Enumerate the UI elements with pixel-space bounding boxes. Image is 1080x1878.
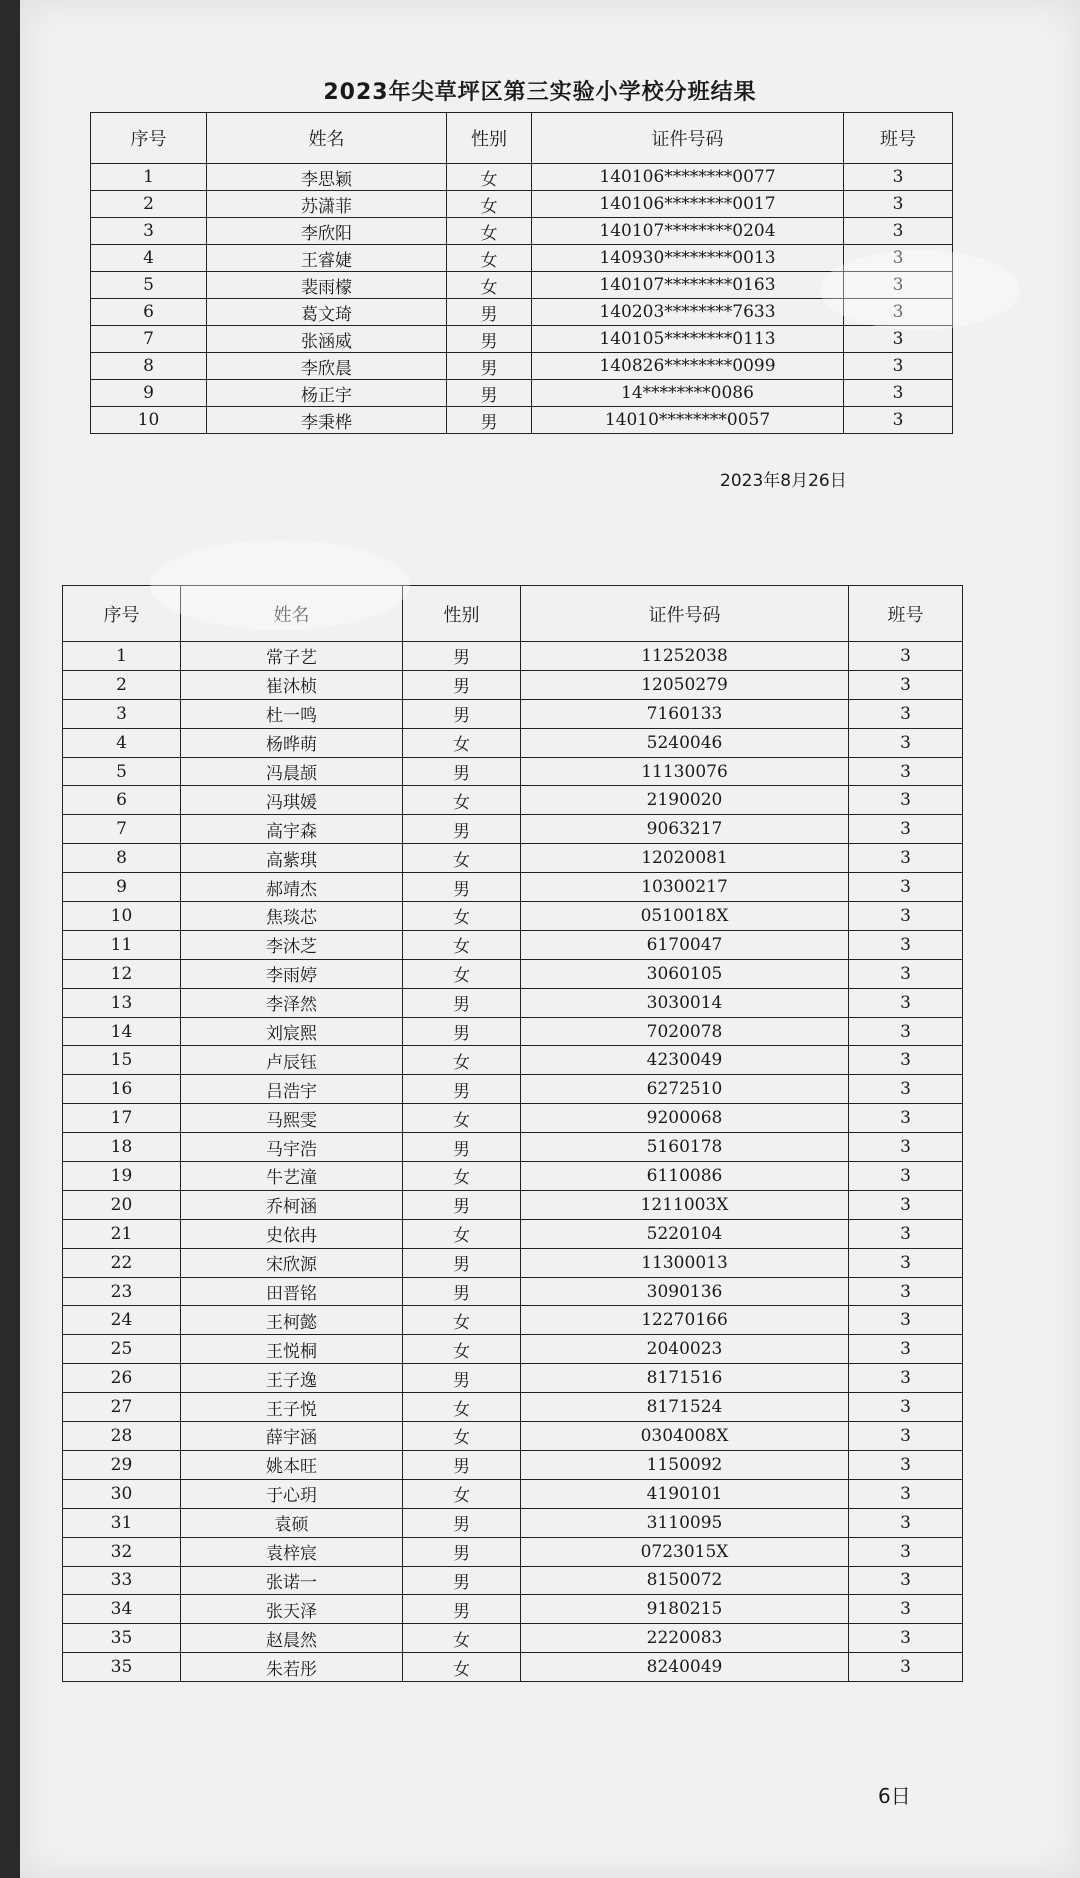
cell-class: 3 (844, 380, 953, 407)
cell-id-number: 14********0086 (532, 380, 844, 407)
cell-class: 3 (849, 1595, 963, 1624)
cell-class: 3 (849, 844, 963, 873)
cell-class: 3 (849, 902, 963, 931)
header-gender: 性别 (447, 113, 532, 164)
cell-gender: 女 (403, 959, 521, 988)
table-row (63, 873, 963, 902)
cell-gender: 男 (403, 1075, 521, 1104)
cell-class: 3 (849, 1653, 963, 1682)
roster-table-2 (62, 585, 963, 1682)
cell-seq: 2 (63, 670, 181, 699)
cell-gender: 男 (403, 1595, 521, 1624)
cell-seq: 26 (63, 1364, 181, 1393)
table-row (63, 1450, 963, 1479)
header-name: 姓名 (181, 586, 403, 642)
cell-class: 3 (849, 786, 963, 815)
cell-gender: 女 (447, 164, 532, 191)
cell-class: 3 (849, 815, 963, 844)
table-row (63, 1393, 963, 1422)
table-row (91, 326, 953, 353)
cell-id-number: 0510018X (521, 902, 849, 931)
cell-gender: 女 (403, 786, 521, 815)
cell-name: 高紫琪 (181, 844, 403, 873)
cell-seq: 8 (63, 844, 181, 873)
cell-class: 3 (849, 1075, 963, 1104)
cell-name: 葛文琦 (207, 299, 447, 326)
cell-name: 杨晔萌 (181, 728, 403, 757)
cell-seq: 5 (63, 757, 181, 786)
header-class: 班号 (844, 113, 953, 164)
cell-id-number: 7020078 (521, 1017, 849, 1046)
cell-gender: 女 (403, 1479, 521, 1508)
page-number: 6日 (878, 1784, 911, 1808)
roster-table-1 (90, 112, 953, 434)
cell-seq: 24 (63, 1306, 181, 1335)
cell-seq: 23 (63, 1277, 181, 1306)
cell-gender: 女 (447, 245, 532, 272)
cell-name: 薛宇涵 (181, 1422, 403, 1451)
table-row (63, 1479, 963, 1508)
header-gender: 性别 (403, 586, 521, 642)
cell-name: 常子艺 (181, 642, 403, 671)
cell-name: 王睿婕 (207, 245, 447, 272)
cell-name: 张天泽 (181, 1595, 403, 1624)
cell-gender: 男 (403, 1017, 521, 1046)
table-row (63, 1537, 963, 1566)
cell-class: 3 (849, 1248, 963, 1277)
cell-gender: 男 (447, 299, 532, 326)
cell-name: 郝靖杰 (181, 873, 403, 902)
table-row (63, 1017, 963, 1046)
cell-seq: 30 (63, 1479, 181, 1508)
cell-id-number: 6272510 (521, 1075, 849, 1104)
cell-class: 3 (844, 272, 953, 299)
cell-id-number: 6170047 (521, 930, 849, 959)
table-row (91, 353, 953, 380)
table-row (91, 380, 953, 407)
cell-gender: 女 (403, 1162, 521, 1191)
cell-gender: 女 (403, 1422, 521, 1451)
cell-class: 3 (849, 670, 963, 699)
cell-id-number: 140930********0013 (532, 245, 844, 272)
cell-class: 3 (849, 930, 963, 959)
cell-id-number: 4190101 (521, 1479, 849, 1508)
cell-name: 张涵威 (207, 326, 447, 353)
cell-class: 3 (849, 873, 963, 902)
cell-seq: 14 (63, 1017, 181, 1046)
table-row (63, 1075, 963, 1104)
cell-id-number: 140107********0204 (532, 218, 844, 245)
cell-class: 3 (849, 1537, 963, 1566)
header-seq: 序号 (91, 113, 207, 164)
cell-class: 3 (849, 1566, 963, 1595)
cell-id-number: 11252038 (521, 642, 849, 671)
cell-class: 3 (849, 1133, 963, 1162)
cell-class: 3 (849, 1046, 963, 1075)
cell-gender: 女 (403, 1219, 521, 1248)
cell-id-number: 140203********7633 (532, 299, 844, 326)
cell-gender: 女 (403, 728, 521, 757)
table-row (63, 1566, 963, 1595)
cell-id-number: 3110095 (521, 1508, 849, 1537)
cell-name: 焦琰芯 (181, 902, 403, 931)
table-row (63, 728, 963, 757)
cell-gender: 女 (403, 1653, 521, 1682)
table-row (63, 1508, 963, 1537)
cell-id-number: 2040023 (521, 1335, 849, 1364)
cell-class: 3 (844, 326, 953, 353)
cell-seq: 10 (63, 902, 181, 931)
header-name: 姓名 (207, 113, 447, 164)
cell-class: 3 (844, 299, 953, 326)
cell-name: 裴雨檬 (207, 272, 447, 299)
cell-id-number: 0723015X (521, 1537, 849, 1566)
cell-name: 赵晨然 (181, 1624, 403, 1653)
cell-gender: 男 (403, 1537, 521, 1566)
cell-seq: 21 (63, 1219, 181, 1248)
cell-name: 吕浩宇 (181, 1075, 403, 1104)
cell-id-number: 140826********0099 (532, 353, 844, 380)
table-row (63, 1595, 963, 1624)
cell-gender: 男 (447, 326, 532, 353)
cell-seq: 13 (63, 988, 181, 1017)
cell-id-number: 9063217 (521, 815, 849, 844)
cell-class: 3 (849, 1364, 963, 1393)
cell-gender: 男 (403, 815, 521, 844)
table-row (63, 1364, 963, 1393)
cell-name: 李欣阳 (207, 218, 447, 245)
cell-seq: 18 (63, 1133, 181, 1162)
cell-id-number: 14010********0057 (532, 407, 844, 434)
cell-name: 王悦桐 (181, 1335, 403, 1364)
cell-class: 3 (849, 642, 963, 671)
cell-gender: 男 (447, 353, 532, 380)
cell-class: 3 (849, 1306, 963, 1335)
cell-name: 袁硕 (181, 1508, 403, 1537)
cell-gender: 女 (447, 272, 532, 299)
cell-name: 朱若彤 (181, 1653, 403, 1682)
cell-seq: 29 (63, 1450, 181, 1479)
cell-name: 宋欣源 (181, 1248, 403, 1277)
cell-gender: 女 (403, 1335, 521, 1364)
cell-seq: 1 (63, 642, 181, 671)
cell-id-number: 12020081 (521, 844, 849, 873)
cell-seq: 16 (63, 1075, 181, 1104)
table-row (91, 191, 953, 218)
cell-seq: 25 (63, 1335, 181, 1364)
cell-class: 3 (849, 757, 963, 786)
cell-name: 冯晨颉 (181, 757, 403, 786)
cell-gender: 男 (403, 1248, 521, 1277)
cell-class: 3 (849, 1508, 963, 1537)
cell-seq: 9 (91, 380, 207, 407)
cell-name: 田晋铭 (181, 1277, 403, 1306)
cell-seq: 31 (63, 1508, 181, 1537)
cell-seq: 3 (63, 699, 181, 728)
cell-id-number: 0304008X (521, 1422, 849, 1451)
cell-class: 3 (844, 164, 953, 191)
cell-gender: 男 (403, 1450, 521, 1479)
cell-name: 马熙雯 (181, 1104, 403, 1133)
cell-seq: 34 (63, 1595, 181, 1624)
cell-class: 3 (844, 245, 953, 272)
table-row (91, 407, 953, 434)
table-row (63, 1277, 963, 1306)
cell-seq: 6 (63, 786, 181, 815)
cell-class: 3 (849, 1479, 963, 1508)
cell-id-number: 10300217 (521, 873, 849, 902)
cell-seq: 15 (63, 1046, 181, 1075)
cell-name: 李思颖 (207, 164, 447, 191)
table-row (63, 1162, 963, 1191)
cell-seq: 1 (91, 164, 207, 191)
header-seq: 序号 (63, 586, 181, 642)
cell-id-number: 140106********0077 (532, 164, 844, 191)
cell-seq: 11 (63, 930, 181, 959)
cell-name: 姚本旺 (181, 1450, 403, 1479)
table-row (63, 757, 963, 786)
cell-seq: 3 (91, 218, 207, 245)
cell-gender: 男 (403, 1364, 521, 1393)
cell-id-number: 5160178 (521, 1133, 849, 1162)
cell-id-number: 6110086 (521, 1162, 849, 1191)
table-row (63, 642, 963, 671)
cell-seq: 32 (63, 1537, 181, 1566)
cell-name: 刘宸熙 (181, 1017, 403, 1046)
cell-gender: 女 (403, 1393, 521, 1422)
cell-id-number: 5240046 (521, 728, 849, 757)
cell-class: 3 (849, 1335, 963, 1364)
cell-seq: 27 (63, 1393, 181, 1422)
cell-gender: 女 (403, 1046, 521, 1075)
cell-seq: 28 (63, 1422, 181, 1451)
cell-name: 高宇森 (181, 815, 403, 844)
table-row (63, 1335, 963, 1364)
cell-name: 于心玥 (181, 1479, 403, 1508)
table-row (63, 1653, 963, 1682)
cell-name: 马宇浩 (181, 1133, 403, 1162)
cell-gender: 男 (403, 1277, 521, 1306)
table-row (63, 930, 963, 959)
cell-id-number: 4230049 (521, 1046, 849, 1075)
cell-name: 张诺一 (181, 1566, 403, 1595)
cell-seq: 4 (91, 245, 207, 272)
cell-name: 王子逸 (181, 1364, 403, 1393)
cell-seq: 5 (91, 272, 207, 299)
table-1-body (91, 164, 953, 434)
cell-name: 乔柯涵 (181, 1190, 403, 1219)
cell-seq: 4 (63, 728, 181, 757)
cell-gender: 女 (403, 1306, 521, 1335)
cell-seq: 22 (63, 1248, 181, 1277)
cell-id-number: 140106********0017 (532, 191, 844, 218)
cell-class: 3 (849, 699, 963, 728)
table-1-header (91, 113, 953, 164)
table-row (63, 699, 963, 728)
cell-seq: 8 (91, 353, 207, 380)
cell-name: 李欣晨 (207, 353, 447, 380)
cell-gender: 男 (447, 380, 532, 407)
cell-name: 杜一鸣 (181, 699, 403, 728)
cell-seq: 6 (91, 299, 207, 326)
cell-seq: 20 (63, 1190, 181, 1219)
cell-class: 3 (849, 728, 963, 757)
table-row (63, 1219, 963, 1248)
cell-id-number: 5220104 (521, 1219, 849, 1248)
cell-class: 3 (849, 1162, 963, 1191)
table-row (91, 164, 953, 191)
table-row (63, 988, 963, 1017)
cell-id-number: 140107********0163 (532, 272, 844, 299)
cell-class: 3 (849, 959, 963, 988)
cell-name: 牛艺潼 (181, 1162, 403, 1191)
cell-id-number: 9180215 (521, 1595, 849, 1624)
cell-class: 3 (849, 1422, 963, 1451)
table-row (63, 1190, 963, 1219)
cell-gender: 女 (403, 844, 521, 873)
cell-id-number: 3030014 (521, 988, 849, 1017)
cell-class: 3 (849, 1190, 963, 1219)
cell-seq: 7 (91, 326, 207, 353)
cell-gender: 男 (403, 670, 521, 699)
cell-name: 李秉桦 (207, 407, 447, 434)
table-2-header (63, 586, 963, 642)
cell-name: 苏潇菲 (207, 191, 447, 218)
cell-seq: 12 (63, 959, 181, 988)
table-row (63, 786, 963, 815)
table-row (63, 1248, 963, 1277)
header-id-number: 证件号码 (532, 113, 844, 164)
cell-name: 李沐芝 (181, 930, 403, 959)
cell-class: 3 (849, 1450, 963, 1479)
table-row (63, 670, 963, 699)
cell-gender: 男 (403, 1133, 521, 1162)
cell-name: 王柯懿 (181, 1306, 403, 1335)
table-row (63, 815, 963, 844)
cell-id-number: 8150072 (521, 1566, 849, 1595)
cell-gender: 女 (403, 1624, 521, 1653)
document-title: 2023年尖草坪区第三实验小学校分班结果 (323, 80, 757, 105)
cell-gender: 男 (403, 988, 521, 1017)
table-row (63, 902, 963, 931)
cell-name: 崔沐桢 (181, 670, 403, 699)
header-id-number: 证件号码 (521, 586, 849, 642)
cell-name: 冯琪媛 (181, 786, 403, 815)
table-row (91, 272, 953, 299)
cell-class: 3 (849, 1393, 963, 1422)
header-class: 班号 (849, 586, 963, 642)
cell-id-number: 2220083 (521, 1624, 849, 1653)
document-date: 2023年8月26日 (720, 471, 847, 491)
cell-seq: 17 (63, 1104, 181, 1133)
cell-id-number: 8171516 (521, 1364, 849, 1393)
cell-gender: 男 (403, 1566, 521, 1595)
cell-seq: 33 (63, 1566, 181, 1595)
table-row (63, 1306, 963, 1335)
cell-id-number: 9200068 (521, 1104, 849, 1133)
cell-class: 3 (844, 407, 953, 434)
cell-id-number: 1150092 (521, 1450, 849, 1479)
table-row (91, 218, 953, 245)
cell-class: 3 (849, 1017, 963, 1046)
cell-gender: 男 (403, 1190, 521, 1219)
cell-gender: 男 (403, 757, 521, 786)
table-row (91, 245, 953, 272)
cell-gender: 女 (447, 191, 532, 218)
cell-gender: 男 (403, 1508, 521, 1537)
cell-class: 3 (849, 1277, 963, 1306)
cell-name: 卢辰钰 (181, 1046, 403, 1075)
cell-name: 袁梓宸 (181, 1537, 403, 1566)
cell-name: 李雨婷 (181, 959, 403, 988)
cell-class: 3 (849, 1219, 963, 1248)
cell-id-number: 1211003X (521, 1190, 849, 1219)
cell-seq: 10 (91, 407, 207, 434)
table-row (63, 1104, 963, 1133)
cell-gender: 女 (403, 902, 521, 931)
table-row (63, 1422, 963, 1451)
cell-seq: 19 (63, 1162, 181, 1191)
cell-id-number: 8240049 (521, 1653, 849, 1682)
cell-gender: 男 (403, 699, 521, 728)
cell-class: 3 (844, 218, 953, 245)
cell-id-number: 12270166 (521, 1306, 849, 1335)
cell-id-number: 7160133 (521, 699, 849, 728)
cell-class: 3 (849, 1624, 963, 1653)
cell-id-number: 140105********0113 (532, 326, 844, 353)
table-row (63, 959, 963, 988)
cell-class: 3 (849, 988, 963, 1017)
cell-class: 3 (844, 353, 953, 380)
table-row (63, 1133, 963, 1162)
cell-id-number: 11130076 (521, 757, 849, 786)
cell-id-number: 8171524 (521, 1393, 849, 1422)
cell-id-number: 2190020 (521, 786, 849, 815)
cell-id-number: 12050279 (521, 670, 849, 699)
cell-gender: 女 (403, 930, 521, 959)
cell-gender: 女 (447, 218, 532, 245)
table-row (91, 299, 953, 326)
cell-gender: 女 (403, 1104, 521, 1133)
table-row (63, 1624, 963, 1653)
cell-id-number: 11300013 (521, 1248, 849, 1277)
cell-id-number: 3060105 (521, 959, 849, 988)
cell-seq: 9 (63, 873, 181, 902)
cell-gender: 男 (403, 873, 521, 902)
cell-seq: 2 (91, 191, 207, 218)
cell-id-number: 3090136 (521, 1277, 849, 1306)
table-row (63, 1046, 963, 1075)
cell-seq: 7 (63, 815, 181, 844)
cell-name: 杨正宇 (207, 380, 447, 407)
cell-gender: 男 (403, 642, 521, 671)
table-2-body (63, 642, 963, 1682)
cell-name: 王子悦 (181, 1393, 403, 1422)
cell-seq: 35 (63, 1653, 181, 1682)
cell-class: 3 (849, 1104, 963, 1133)
cell-class: 3 (844, 191, 953, 218)
cell-name: 史依冉 (181, 1219, 403, 1248)
cell-name: 李泽然 (181, 988, 403, 1017)
cell-seq: 35 (63, 1624, 181, 1653)
cell-gender: 男 (447, 407, 532, 434)
table-row (63, 844, 963, 873)
